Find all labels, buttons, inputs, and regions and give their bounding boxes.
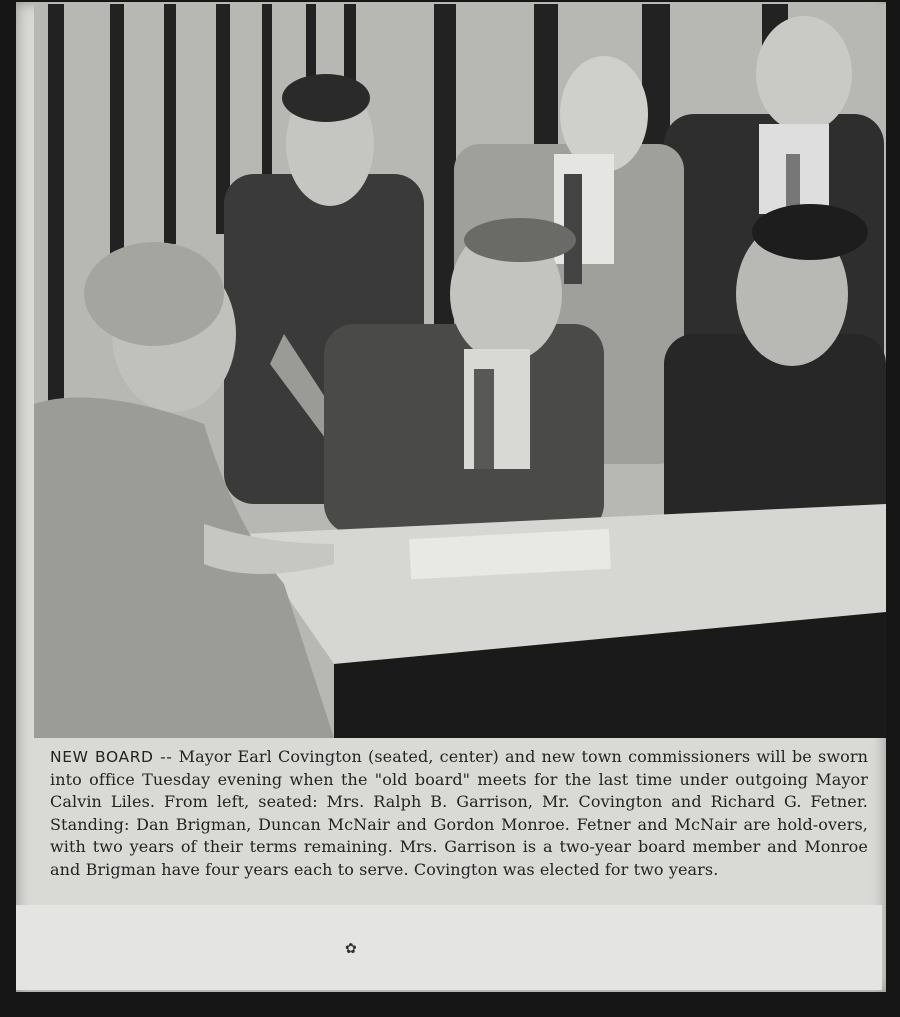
photo-caption [50, 746, 868, 881]
paper-margin [16, 905, 882, 990]
news-photo [34, 4, 886, 738]
ink-blot-icon: ✿ [345, 941, 357, 957]
caption-text: Mayor Earl Covington (seated, center) and new town commissioners will be sworn into office Tuesday evening when the "old board" meets for the last time under outgoing Mayor Calvin Liles. From left, seated: Mrs. Ralph B. Garrison, Mr. Covington and Richard G. Fetner. Standing: Dan Brigman, Duncan McNair and Gordon Monroe. Fetner and McNair are hold-overs, with two years of their terms remaining. Mrs. Garrison is a two-year board member and Monroe and Brigman have four years each to serve. Covington was elected for two years. [50, 747, 869, 879]
photo-illustration [34, 4, 886, 738]
caption-lead: NEW BOARD -- [50, 748, 173, 766]
caption-paragraph [50, 746, 868, 881]
